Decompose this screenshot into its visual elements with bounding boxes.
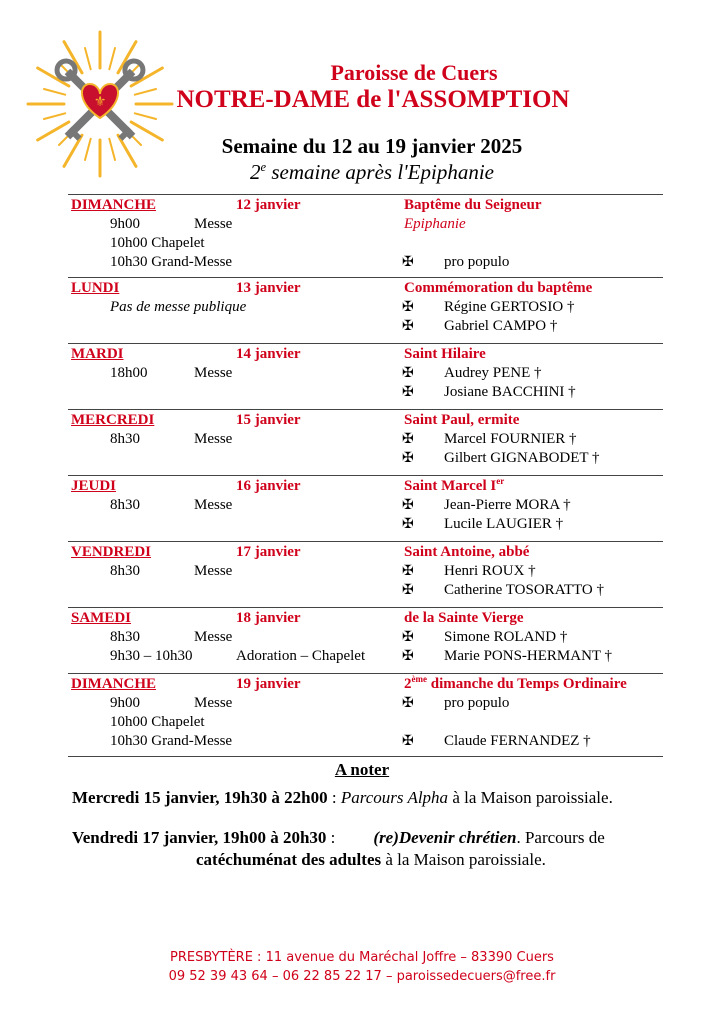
maltese-cross-icon: ✠ (402, 451, 414, 466)
maltese-cross-icon: ✠ (402, 319, 414, 334)
day-note: Pas de messe publique (110, 299, 247, 315)
maltese-cross-icon: ✠ (402, 385, 414, 400)
svg-text:⚜: ⚜ (93, 94, 107, 110)
day-block: DIMANCHE 19 janvier 2ème dimanche du Temps Ordinaire 9h00 Messe 10h00 Chapelet 10h30 Grand-Messe ✠ pro populo ✠ Claude FERNANDEZ † (68, 673, 663, 757)
maltese-cross-icon: ✠ (402, 498, 414, 513)
maltese-cross-icon: ✠ (402, 517, 414, 532)
maltese-cross-icon: ✠ (402, 649, 414, 664)
feast-name: de la Sainte Vierge (404, 610, 524, 626)
footer-contact (0, 948, 724, 986)
day-date: 13 janvier (236, 280, 301, 296)
feast-name: Saint Antoine, abbé (404, 544, 530, 560)
day-date: 14 janvier (236, 346, 301, 362)
maltese-cross-icon: ✠ (402, 630, 414, 645)
weekly-schedule (68, 194, 663, 757)
day-name: MERCREDI (71, 412, 155, 428)
week-title: Semaine du 12 au 19 janvier 2025 (221, 134, 523, 158)
day-block: VENDREDI 17 janvier Saint Antoine, abbé 8h30 Messe ✠ Henri ROUX † ✠ Catherine TOSORATTO † (68, 541, 663, 607)
day-date: 18 janvier (236, 610, 301, 626)
maltese-cross-icon: ✠ (402, 734, 414, 749)
feast-name: Saint Paul, ermite (404, 412, 520, 428)
day-block: MARDI 14 janvier Saint Hilaire 18h00 Messe ✠ Audrey PENE † ✠ Josiane BACCHINI † (68, 343, 663, 409)
maltese-cross-icon: ✠ (402, 564, 414, 579)
day-date: 16 janvier (236, 478, 301, 494)
feast-name: 2ème dimanche du Temps Ordinaire (404, 674, 627, 692)
note-catechumenate-line1: Vendredi 17 janvier, 19h00 à 20h30 : (re)Devenir chrétien. Parcours de (72, 828, 605, 847)
day-block: JEUDI 16 janvier Saint Marcel Ier 8h30 Messe ✠ Jean-Pierre MORA † ✠ Lucile LAUGIER † (68, 475, 663, 541)
maltese-cross-icon: ✠ (402, 366, 414, 381)
footer-address: PRESBYTÈRE : 11 avenue du Maréchal Joffre – 83390 Cuers (170, 950, 554, 965)
day-name: JEUDI (71, 478, 117, 494)
feast-name: Baptême du Seigneur (404, 197, 542, 213)
maltese-cross-icon: ✠ (402, 432, 414, 447)
note-catechumenate-line2: catéchuménat des adultes à la Maison paroissiale. (196, 850, 546, 869)
day-name: VENDREDI (71, 544, 152, 560)
church-name: NOTRE-DAME de l'ASSOMPTION (176, 86, 570, 113)
day-block: MERCREDI 15 janvier Saint Paul, ermite 8h30 Messe ✠ Marcel FOURNIER † ✠ Gilbert GIGNABODET † (68, 409, 663, 475)
footer-phones-email: 09 52 39 43 64 – 06 22 85 22 17 – paroissedecuers@free.fr (168, 969, 556, 984)
keys-heart-emblem-icon (26, 30, 174, 178)
feast-subtitle: Epiphanie (404, 216, 466, 232)
day-name: MARDI (71, 346, 124, 362)
feast-name: Saint Hilaire (404, 346, 486, 362)
week-subtitle: 2e semaine après l'Epiphanie (250, 160, 494, 184)
day-date: 19 janvier (236, 676, 301, 692)
maltese-cross-icon: ✠ (402, 583, 414, 598)
day-name: DIMANCHE (71, 197, 156, 213)
day-name: SAMEDI (71, 610, 132, 626)
day-block: LUNDI 13 janvier Commémoration du baptême Pas de messe publique ✠ Régine GERTOSIO † ✠ Gabriel CAMPO † (68, 277, 663, 343)
day-name: LUNDI (71, 280, 120, 296)
maltese-cross-icon: ✠ (402, 696, 414, 711)
day-block: DIMANCHE 12 janvier Baptême du Seigneur Epiphanie 9h00 Messe 10h00 Chapelet 10h30 Grand-Messe ✠ pro populo (68, 194, 663, 277)
feast-name: Commémoration du baptême (404, 280, 593, 296)
day-date: 17 janvier (236, 544, 301, 560)
maltese-cross-icon: ✠ (402, 255, 414, 270)
day-date: 15 janvier (236, 412, 301, 428)
parish-name: Paroisse de Cuers (330, 60, 498, 85)
notes-title: A noter (334, 760, 390, 779)
day-date: 12 janvier (236, 197, 301, 213)
feast-name: Saint Marcel Ier (404, 476, 505, 494)
day-name: DIMANCHE (71, 676, 156, 692)
note-alpha: Mercredi 15 janvier, 19h30 à 22h00 : Parcours Alpha à la Maison paroissiale. (72, 788, 613, 807)
day-block: SAMEDI 18 janvier de la Sainte Vierge 8h30 Messe 9h30 – 10h30 Adoration – Chapelet ✠ Simone ROLAND † ✠ Marie PONS-HERMANT † (68, 607, 663, 673)
maltese-cross-icon: ✠ (402, 300, 414, 315)
